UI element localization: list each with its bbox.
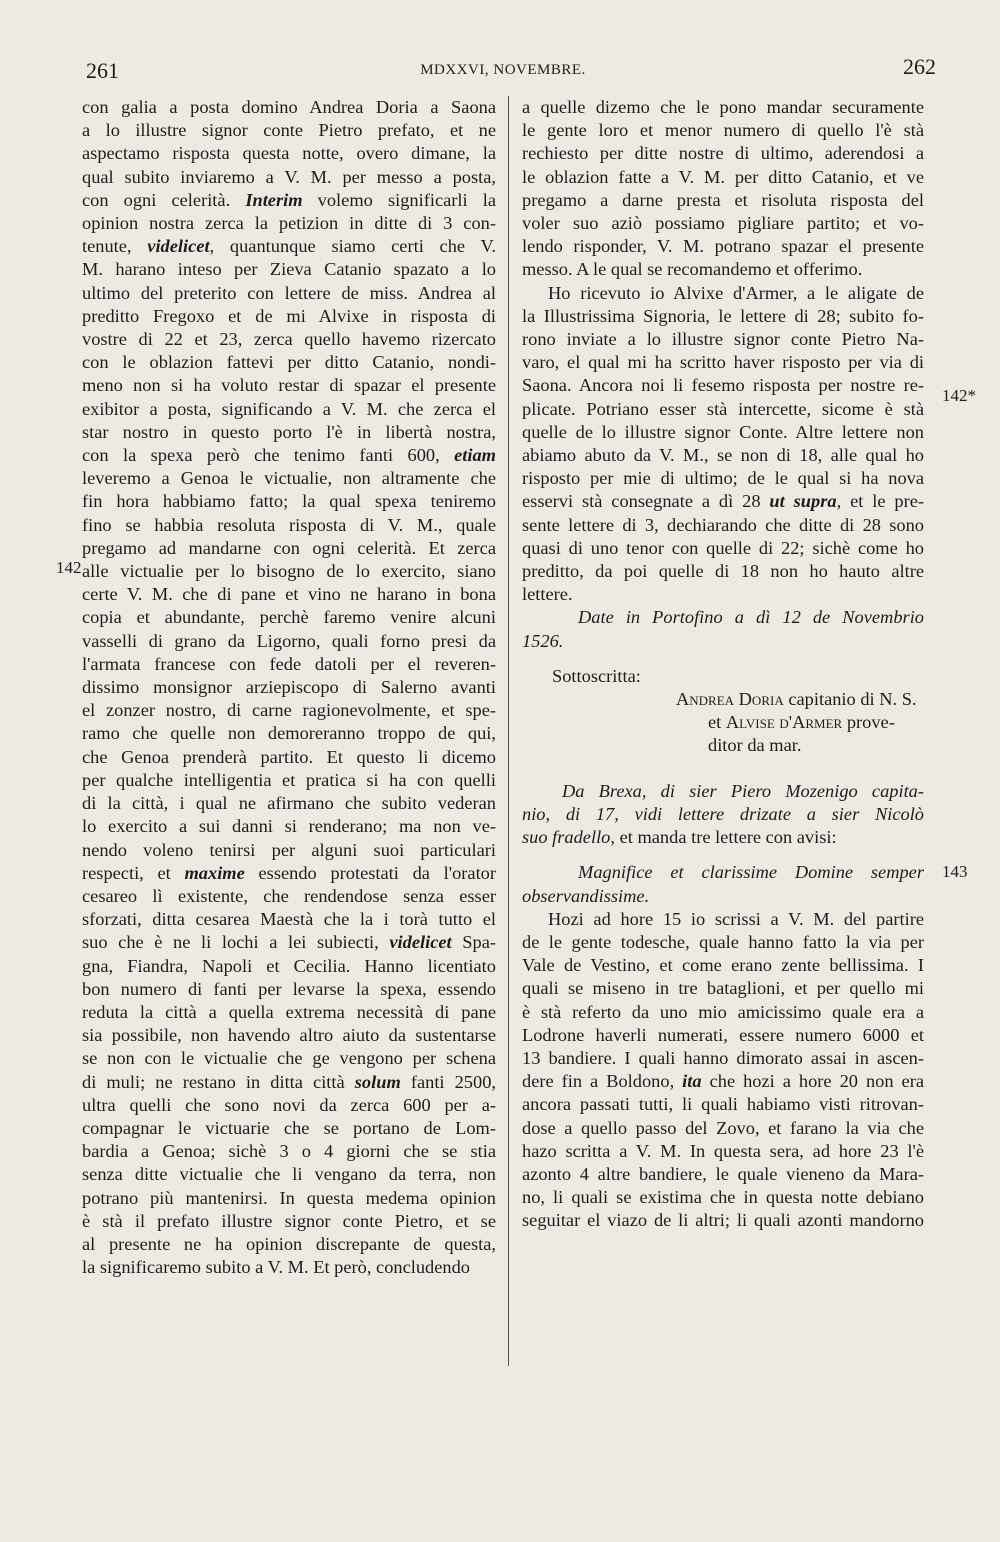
text-line: che Genoa prenderà partito. Et questo li dicemo [82, 746, 496, 767]
signed-label: Sottoscritta: [552, 665, 641, 686]
salutation: observandissime. [522, 885, 650, 906]
salutation: Magnifice et clarissime Domine semper [578, 862, 924, 883]
signatory-title: prove- [846, 712, 895, 733]
text-line: ancora passati tutti, li quali habiamo visti ritrovan- [522, 1094, 924, 1115]
text-line: Saona. Ancora noi li fesemo risposta per nostre re- [522, 375, 924, 396]
text-line: è stà il prefato illustre signor conte Pietro, et se [82, 1210, 496, 1231]
signatory-line [522, 711, 924, 734]
text-line: dissimo monsignor arziepiscopo di Salerno avanti [82, 677, 496, 698]
page-number-left: 261 [86, 58, 119, 83]
latin-term: videlicet [389, 932, 452, 953]
text-line: a lo illustre signor conte Pietro prefato, et ne [82, 120, 496, 141]
signatory-title: capitanio di N. S. [788, 689, 917, 710]
text-line: meno non si ha voluto restar di spazar el presente [82, 375, 496, 396]
signatory-line [522, 688, 924, 711]
text-line: tenute, videlicet, quantunque siamo certi che V. [82, 236, 496, 257]
signatory-name: Alvise d'Armer [725, 712, 843, 733]
text-line: Vale de Vestino, et come erano zente bellissima. I [522, 955, 924, 976]
text-line: alle victualie per lo bisogno de lo exercito, siano [82, 561, 496, 582]
right-column [522, 96, 924, 1233]
text-line: risposto per mie di ultimo; de le qual si ha nova [522, 468, 924, 489]
text-line: pregamo ad mandarne con ogni celerità. Et zerca [82, 537, 496, 558]
left-column [82, 96, 496, 1279]
text-line: opinion nostra zerca la petizion in ditte di 3 con- [82, 213, 496, 234]
margin-note-142: 142 [56, 558, 82, 577]
text-line: copia et abundante, perchè faremo venire alcuni [82, 607, 496, 628]
text-line: rechiesto per ditte nostre di ultimo, aderendosi a [522, 143, 924, 164]
text-line: respecti, et maxime essendo protestati da l'orator [82, 862, 496, 883]
latin-term: maxime [184, 862, 245, 883]
text-line: dose a quello passo del Zovo, et farano la via che [522, 1117, 924, 1138]
text-line: 13 bandiere. I quali hanno dimorato assai in ascen- [522, 1047, 924, 1068]
text-line: le oblazion fatte a V. M. per ditto Catanio, et ve [522, 166, 924, 187]
text-line: di muli; ne restano in ditta città solum fanti 2500, [82, 1071, 496, 1092]
latin-term: etiam [454, 445, 496, 466]
latin-term: Interim [245, 189, 303, 210]
text-line: fin hora habbiamo fatto; la qual spexa teniremo [82, 491, 496, 512]
text-line: è stà referto da uno mio amicissimo quale era a [522, 1001, 924, 1022]
text-line: exibitor a posta, significando a V. M. che zerca el [82, 398, 496, 419]
text-line: sia possibile, non havendo altro aiuto da sustentarse [82, 1025, 496, 1046]
text-line: nendo voleno tenirsi per alguni suoi particulari [82, 839, 496, 860]
entry-heading: suo fradello, [522, 827, 615, 848]
text-line: star nostro in questo porto l'è in libertà nostra, [82, 421, 496, 442]
text-line: certe V. M. che di pane et vino ne harano in bona [82, 584, 496, 605]
date-line: Date in Portofino a dì 12 de Novembrio [578, 607, 924, 628]
signatory-prefix: et [708, 712, 722, 733]
text-line: messo. A le qual se recomandemo et offerimo. [522, 259, 863, 280]
text-line: bardia a Genoa; sichè 3 o 4 giorni che se stia [82, 1141, 496, 1162]
latin-term: ita [682, 1071, 702, 1092]
margin-note-143: 143 [942, 862, 968, 881]
text-line: seguitar el viazo de li altri; li quali azonti mandorno [522, 1210, 924, 1231]
text-line: gna, Fiandra, Napoli et Cecilia. Hanno licentiato [82, 955, 496, 976]
text-line: compagnar le victuarie che se portano de Lom- [82, 1117, 496, 1138]
text-line: azonto 4 altre bandiere, le quale vieneno da Mara- [522, 1163, 924, 1184]
text-line: l'armata francese con fede datoli per el reveren- [82, 653, 496, 674]
text-line: la Illustrissima Signoria, le lettere di 28; subito fo- [522, 305, 924, 326]
text-line: lettere. [522, 584, 573, 605]
text-line: leveremo a Genoa le victualie, non altramente che [82, 468, 496, 489]
text-line: Lodrone haverli numerati, essere numero 6000 et [522, 1024, 924, 1045]
text-line: al presente ne ha opinion discrepante de questa, [82, 1233, 496, 1254]
page-number-right: 262 [903, 54, 936, 79]
text-line: el zonzer nostro, di carne ragionevolmente, et spe- [82, 700, 496, 721]
entry-heading: Da Brexa, di sier Piero Mozenigo capita- [562, 780, 924, 801]
text-line: per qualche intelligentia et pratica si ha con quelli [82, 769, 496, 790]
text-line: con galia a posta domino Andrea Doria a Saona [82, 97, 496, 117]
text-line: no, li quali se existima che in questa notte debiano [522, 1187, 924, 1208]
text-line: fino se habbia resoluta risposta di V. M., quale [82, 514, 496, 535]
latin-term: solum [354, 1071, 401, 1092]
text-line: vasselli di grano da Ligorno, quali forno presi da [82, 630, 496, 651]
text-line: rono inviate a lo illustre signor conte Pietro Na- [522, 329, 924, 350]
text-line: suo che è ne li lochi a lei subiecti, videlicet Spa- [82, 932, 496, 953]
date-line: 1526. [522, 630, 564, 651]
text-line: quasi di uno tenor con quelle di 22; sichè come ho [522, 537, 924, 558]
spacer [522, 849, 924, 861]
text-line: di la città, i qual ne afirmano che subito vederan [82, 793, 496, 814]
text-line: lo exercito a sui danni si renderano; ma non ve- [82, 816, 496, 837]
text-line: varo, el qual mi ha scritto haver risposto per via di [522, 352, 924, 373]
running-title: MDXXVI, NOVEMBRE. [420, 62, 586, 78]
text-line: a quelle dizemo che le pono mandar securamente [522, 97, 924, 117]
text-line: preditto, da poi quelle di 18 non ho hauto altre [522, 561, 924, 582]
text-line: quelle de lo illustre signor Conte. Altre lettere non [522, 421, 924, 442]
text-line: Hozi ad hore 15 io scrissi a V. M. del partire [548, 908, 924, 929]
text-line: sforzati, ditta cesarea Maestà che la i torà tutto el [82, 909, 496, 930]
text-line: reduta la città a quella extrema necessità di pane [82, 1001, 496, 1022]
spacer [522, 758, 924, 780]
text-line: ultimo del preterito con lettere de miss. Andrea al [82, 282, 496, 303]
text-line: quali se miseno in tre bataglioni, et per quello mi [522, 978, 924, 999]
entry-heading-line [522, 826, 924, 849]
text-line: qual subito inviaremo a V. M. per messo a posta, [82, 166, 496, 187]
text-line: dere fin a Boldono, ita che hozi a hore 20 non era [522, 1071, 924, 1092]
text-line: M. harano inteso per Zieva Catanio spazato a lo [82, 259, 496, 280]
text-line: con la spexa però che tenimo fanti 600, etiam [82, 445, 496, 466]
text-line: de le gente todesche, quale hanno fatto la via per [522, 931, 924, 952]
column-divider [508, 96, 509, 1366]
text-line: con le oblazion fattevi per ditto Catanio, nondi- [82, 352, 496, 373]
latin-term: videlicet [147, 236, 210, 257]
text-line: hazo scritta a V. M. In questa sera, ad hore 23 l'è [522, 1140, 924, 1161]
text-line: preditto Fregoxo et de mi Alvixe in risposta di [82, 305, 496, 326]
text-line: voler suo aziò possiamo pigliare partito; et vo- [522, 213, 924, 234]
text-line: cesareo lì existente, che rendendose senza esser [82, 885, 496, 906]
text-line: sente lettere di 3, dechiarando che ditte di 28 sono [522, 514, 924, 535]
entry-heading: nio, di 17, vidi lettere drizate a sier Nicolò [522, 803, 924, 824]
text-line: se non con le victualie che ge vengono per schena [82, 1048, 496, 1069]
text-line: ramo che quelle non demoreranno troppo de qui, [82, 723, 496, 744]
latin-term: ut supra [769, 491, 837, 512]
text-line: bon numero di fanti per levarse la spexa, essendo [82, 978, 496, 999]
page-header [78, 54, 936, 90]
entry-heading-tail: et manda tre lettere con avisi: [619, 827, 837, 848]
spacer [522, 653, 924, 665]
signatory-name: Andrea Doria [676, 689, 784, 710]
text-line: le gente loro et menor numero di quello l'è stà [522, 120, 924, 141]
text-line: ultra quelli che sono novi da zerca 600 per a- [82, 1094, 496, 1115]
text-line: aspectamo risposta questa notte, overo dimane, la [82, 143, 496, 164]
text-line: con ogni celerità. Interim volemo significarli la [82, 189, 496, 210]
text-line: senza ditte victualie che li vengano da terra, non [82, 1164, 496, 1185]
text-line: vostre di 22 et 23, zerca quello havemo rizercato [82, 329, 496, 350]
text-line: pregamo a darne presta et risoluta risposta del [522, 189, 924, 210]
text-line: Ho ricevuto io Alvixe d'Armer, a le aligate de [548, 282, 924, 303]
text-line: esservi stà consegnate a dì 28 ut supra, et le pre- [522, 491, 924, 512]
margin-note-142-star: 142* [942, 386, 976, 405]
signatory-title: ditor da mar. [708, 735, 802, 756]
text-line: plicate. Potriano esser stà intercette, sicome è stà [522, 398, 924, 419]
text-line: la significaremo subito a V. M. Et però, concludendo [82, 1257, 470, 1278]
text-line: lendo risponder, V. M. potrano spazar el presente [522, 236, 924, 257]
text-line: abiamo abuto da V. M., se non di 18, alle qual ho [522, 445, 924, 466]
text-line: potrano più mantenirsi. In questa medema opinion [82, 1187, 496, 1208]
